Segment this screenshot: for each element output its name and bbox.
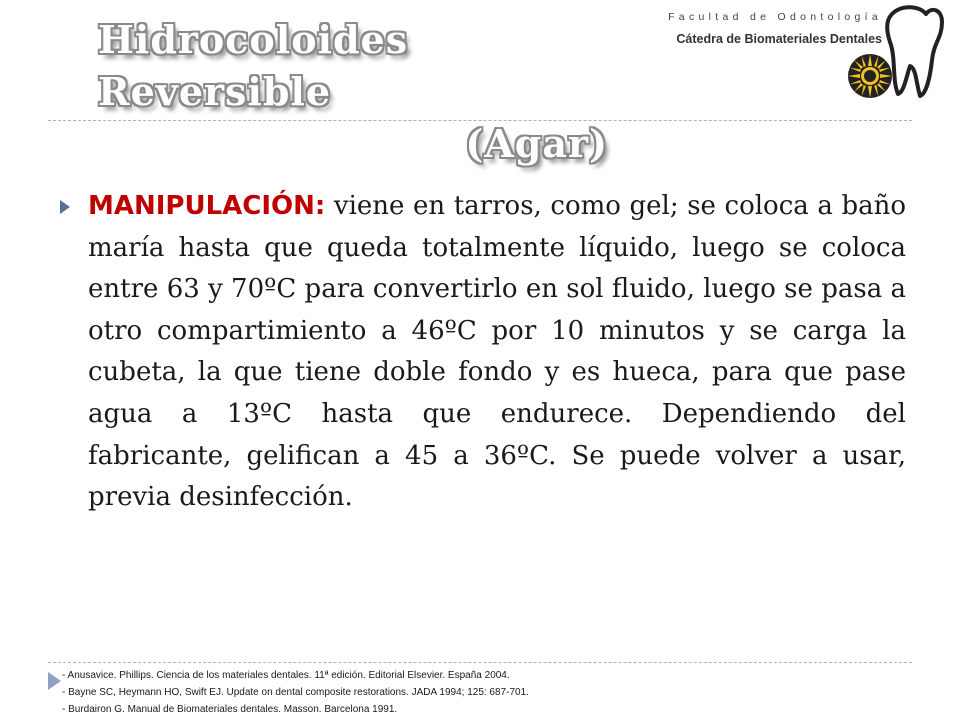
manipulation-paragraph bbox=[88, 186, 906, 519]
slide-title bbox=[98, 14, 608, 170]
section-label: MANIPULACIÓN: bbox=[88, 191, 326, 221]
manipulation-text: viene en tarros, como gel; se coloca a baño maría hasta que queda totalmente líquido, luego se coloca entre 63 y 70ºC para convertirlo en sol fluido, luego se pasa a otro compartimiento a 46ºC por 10 minutos y se carga la cubeta, la que tiene doble fondo y es hueca, para que pase agua a 13ºC hasta que endurece. Dependiendo del fabricante, gelifican a 45 a 36ºC. Se puede volver a usar, previa desinfección. bbox=[88, 191, 906, 513]
slide-title-line1: Hidrocoloides Reversible bbox=[98, 17, 409, 114]
bullet-arrow-icon bbox=[60, 200, 70, 214]
footer-divider bbox=[48, 662, 912, 663]
chair-name: Cátedra de Biomateriales Dentales bbox=[676, 32, 882, 46]
header-divider bbox=[48, 120, 912, 121]
reference-item: - Burdairon G. Manual de Biomateriales dentales. Masson. Barcelona 1991. bbox=[62, 704, 398, 715]
references-arrow-icon bbox=[48, 672, 61, 690]
slide-title-line2: (Agar) bbox=[465, 121, 608, 166]
faculty-name: Facultad de Odontología bbox=[668, 11, 882, 23]
reference-item: - Bayne SC, Heymann HO, Swift EJ. Update on dental composite restorations. JADA 1994; 125: 687-701. bbox=[62, 687, 529, 698]
reference-item: - Anusavice. Phillips. Ciencia de los materiales dentales. 11ª edición. Editorial Elsevier. España 2004. bbox=[62, 670, 510, 681]
references-list bbox=[62, 667, 529, 718]
sun-seal-icon bbox=[846, 52, 894, 100]
